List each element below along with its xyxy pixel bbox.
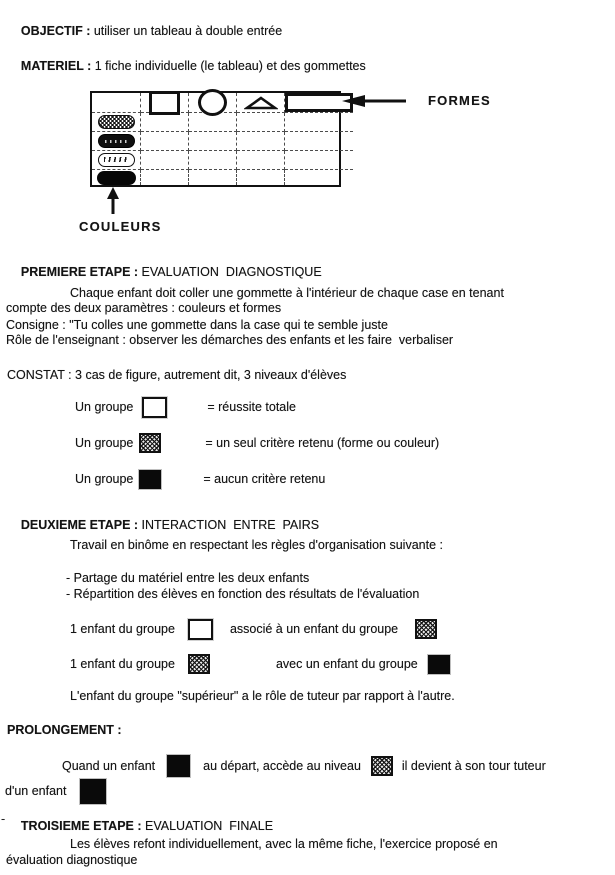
table-cell: [141, 93, 189, 113]
group-label: Un groupe: [75, 471, 134, 486]
prolongement-heading: PROLONGEMENT :: [7, 723, 122, 737]
table-cell: [141, 132, 189, 151]
group-desc: = un seul critère retenu (forme ou couleur): [205, 435, 440, 450]
triangle-shape-icon: [244, 96, 278, 110]
etape1-paragraph-line2: compte des deux paramètres : couleurs et formes: [6, 301, 282, 315]
pair-mid-text: associé à un enfant du groupe: [229, 621, 399, 636]
role-enseignant-line: Rôle de l'enseignant : observer les démarches des enfants et les faire verbaliser: [6, 333, 454, 347]
consigne-line: Consigne : "Tu colles une gommette dans la case qui te semble juste: [6, 318, 388, 332]
group-label: Un groupe: [75, 435, 134, 450]
materiel-line: [7, 44, 366, 89]
table-cell: [189, 113, 237, 132]
etape2-heading-text: INTERACTION ENTRE PAIRS: [138, 518, 320, 532]
black-oval-icon: [97, 171, 136, 185]
formes-arrow-icon: [340, 93, 408, 109]
prolongement-seg3: il devient à son tour tuteur: [401, 758, 546, 773]
table-cell: [189, 151, 237, 170]
constat-group-row: [75, 432, 439, 454]
white-square-icon: [142, 397, 167, 418]
etape3-paragraph-line1: Les élèves refont individuellement, avec la même fiche, l'exercice proposé en: [70, 837, 498, 851]
hatched-square-icon: [371, 756, 393, 776]
table-cell: [189, 170, 237, 185]
etape3-paragraph-line2: évaluation diagnostique: [6, 853, 138, 867]
table-cell: [285, 132, 353, 151]
table-cell: [237, 93, 285, 113]
etape1-heading-text: EVALUATION DIAGNOSTIQUE: [138, 265, 322, 279]
stray-dash-mark: -: [1, 812, 6, 826]
pair-row: [70, 617, 437, 641]
prolongement-line2: [5, 777, 106, 805]
squiggle-oval-icon: [98, 153, 135, 167]
constat-group-row: [75, 468, 325, 490]
materiel-text: 1 fiche individuelle (le tableau) et des gommettes: [91, 59, 366, 73]
group-desc: = aucun critère retenu: [203, 471, 326, 486]
black-square-icon: [428, 655, 450, 674]
pair-left-text: 1 enfant du groupe: [70, 621, 175, 636]
table-cell: [141, 170, 189, 185]
table-cell: [92, 93, 141, 113]
etape1-paragraph-line1: Chaque enfant doit coller une gommette à l'intérieur de chaque case en tenant: [70, 286, 504, 300]
etape2-intro-line: Travail en binôme en respectant les règles d'organisation suivante :: [70, 538, 443, 552]
black-square-icon: [80, 779, 106, 804]
table-cell: [141, 113, 189, 132]
group-label: Un groupe: [75, 399, 134, 414]
etape1-heading-label: PREMIERE ETAPE :: [20, 265, 139, 279]
couleurs-arrow-icon: [104, 187, 122, 215]
prolongement-seg2: au départ, accède au niveau: [203, 758, 361, 773]
couleurs-label: COULEURS: [79, 219, 162, 234]
prolongement-seg1: Quand un enfant: [62, 758, 156, 773]
objectif-text: utiliser un tableau à double entrée: [90, 24, 283, 38]
white-square-icon: [188, 619, 213, 640]
etape2-outro-line: L'enfant du groupe "supérieur" a le rôle de tuteur par rapport à l'autre.: [70, 689, 455, 703]
table-cell: [285, 113, 353, 132]
pair-row: [70, 652, 450, 676]
table-cell: [92, 113, 141, 132]
constat-line: CONSTAT : 3 cas de figure, autrement dit, 3 niveaux d'élèves: [7, 368, 347, 382]
etape2-bullet1: - Partage du matériel entre les deux enfants: [66, 571, 310, 585]
etape3-heading-label: TROISIEME ETAPE :: [20, 819, 142, 833]
objectif-label: OBJECTIF :: [20, 24, 91, 38]
black-square-icon: [139, 470, 161, 489]
table-cell: [92, 151, 141, 170]
materiel-label: MATERIEL :: [20, 59, 92, 73]
pair-left-text: 1 enfant du groupe: [70, 656, 175, 671]
formes-label: FORMES: [428, 93, 491, 108]
etape2-bullet2: - Répartition des élèves en fonction des résultats de l'évaluation: [66, 587, 420, 601]
table-cell: [92, 170, 141, 185]
hatched-square-icon: [139, 433, 161, 453]
prolongement-line1: [62, 753, 546, 779]
pair-mid-text: avec un enfant du groupe: [275, 656, 418, 671]
table-cell: [285, 170, 353, 185]
etape2-heading-label: DEUXIEME ETAPE :: [20, 518, 139, 532]
prolongement-seg4: d'un enfant: [5, 783, 67, 798]
table-cell: [189, 132, 237, 151]
hatched-square-icon: [188, 654, 210, 674]
table-cell: [141, 151, 189, 170]
circle-shape-icon: [198, 89, 227, 116]
etape3-heading-text: EVALUATION FINALE: [141, 819, 274, 833]
double-entry-table: [90, 91, 341, 187]
table-cell: [237, 132, 285, 151]
table-cell: [237, 151, 285, 170]
constat-group-row: [75, 396, 296, 418]
table-cell: [92, 132, 141, 151]
square-shape-icon: [149, 91, 180, 115]
black-square-icon: [167, 755, 190, 777]
table-cell: [237, 113, 285, 132]
table-cell: [285, 151, 353, 170]
dark-oval-icon: [98, 134, 135, 148]
table-cell: [237, 170, 285, 185]
group-desc: = réussite totale: [207, 399, 296, 414]
hatched-square-icon: [415, 619, 437, 639]
hatched-oval-icon: [98, 115, 135, 129]
table-cell: [189, 93, 237, 113]
